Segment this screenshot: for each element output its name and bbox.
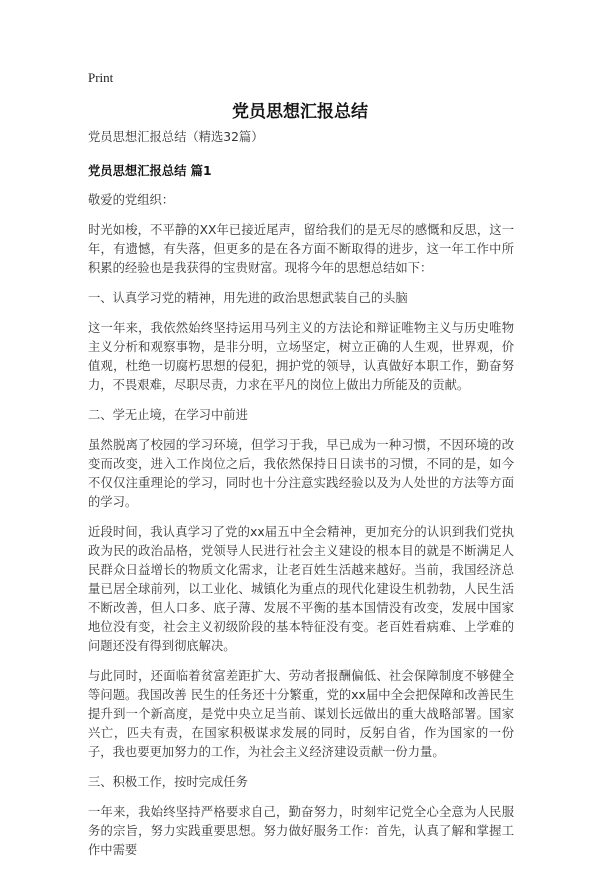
paragraph-work-summary: 一年来，我始终坚持严格要求自己，勤奋努力，时刻牢记党全心全意为人民服务的宗旨，努力实践重要思想。努力做好服务工作：首先，认真了解和掌握工作中需要 [88,805,514,857]
paragraph-political-thought: 这一年来，我依然始终坚持运用马列主义的方法论和辩证唯物主义与历史唯物主义分析和观察事物，是非分明，立场坚定，树立正确的人生观，世界观，价值观，杜绝一切腐朽思想的侵犯，拥护党的领导，认真做好本职工作，勤奋努力，不畏艰难，尽职尽责，力求在平凡的岗位上做出力所能及的贡献。 [88,321,514,392]
paragraph-livelihood: 与此同时，还面临着贫富差距扩大、劳动者报酬偏低、社会保障制度不够健全等问题。我国改善 民生的任务还十分繁重，党的xx届中全会把保障和改善民生提升到一个新高度，是党中央立足当前、谋划长远做出的重大战略部署。国家兴亡，匹夫有责，在国家积极谋求发展的同时，反躬自省，作为国家的一份子，我也要更加努力的工作，为社会主义经济建设贡献一份力量。 [88,669,514,759]
paragraph-plenum-study: 近段时间，我认真学习了党的xx届五中全会精神，更加充分的认识到我们党执政为民的政治品格，党领导人民进行社会主义建设的根本目的就是不断满足人民群众日益增长的物质文化需求，让老百姓生活越来越好。当前，我国经济总量已居全球前列，以工业化、城镇化为重点的现代化建设生机勃勃，人民生活不断改善，但人口多、底子薄、发展不平衡的基本国情没有改变，发展中国家地位没有变，社会主义初级阶段的基本特征没有变。老百姓看病难、上学难的问题还没有得到彻底解决。 [88,525,514,653]
print-link[interactable]: Print [88,70,114,85]
heading-learning: 二、学无止境，在学习中前进 [88,408,248,422]
page-title: 党员思想汇报总结 [232,102,368,122]
paragraph-intro: 时光如梭，不平静的XX年已接近尾声，留给我们的是无尽的感慨和反思，这一年，有遗憾，有失落，但更多的是在各方面不断取得的进步，这一年工作中所积累的经验也是我获得的宝贵财富。现将今年的思想总结如下： [88,223,514,275]
document-body [88,128,514,870]
section-title: 党员思想汇报总结 篇1 [88,164,212,178]
heading-active-work: 三、积极工作，按时完成任务 [88,775,248,789]
document-subtitle: 党员思想汇报总结（精选32篇） [88,130,264,144]
paragraph-learning-habit: 虽然脱离了校园的学习环境，但学习于我，早已成为一种习惯，不因环境的改变而改变，进入工作岗位之后，我依然保持日日读书的习惯，不同的是，如今不仅仅注重理论的学习，同时也十分注意实践经验以及为人处世的方法等方面的学习。 [88,438,514,509]
salutation: 敬爱的党组织： [88,193,175,207]
heading-study-party-spirit: 一、认真学习党的精神，用先进的政治思想武装自己的头脑 [88,291,408,305]
